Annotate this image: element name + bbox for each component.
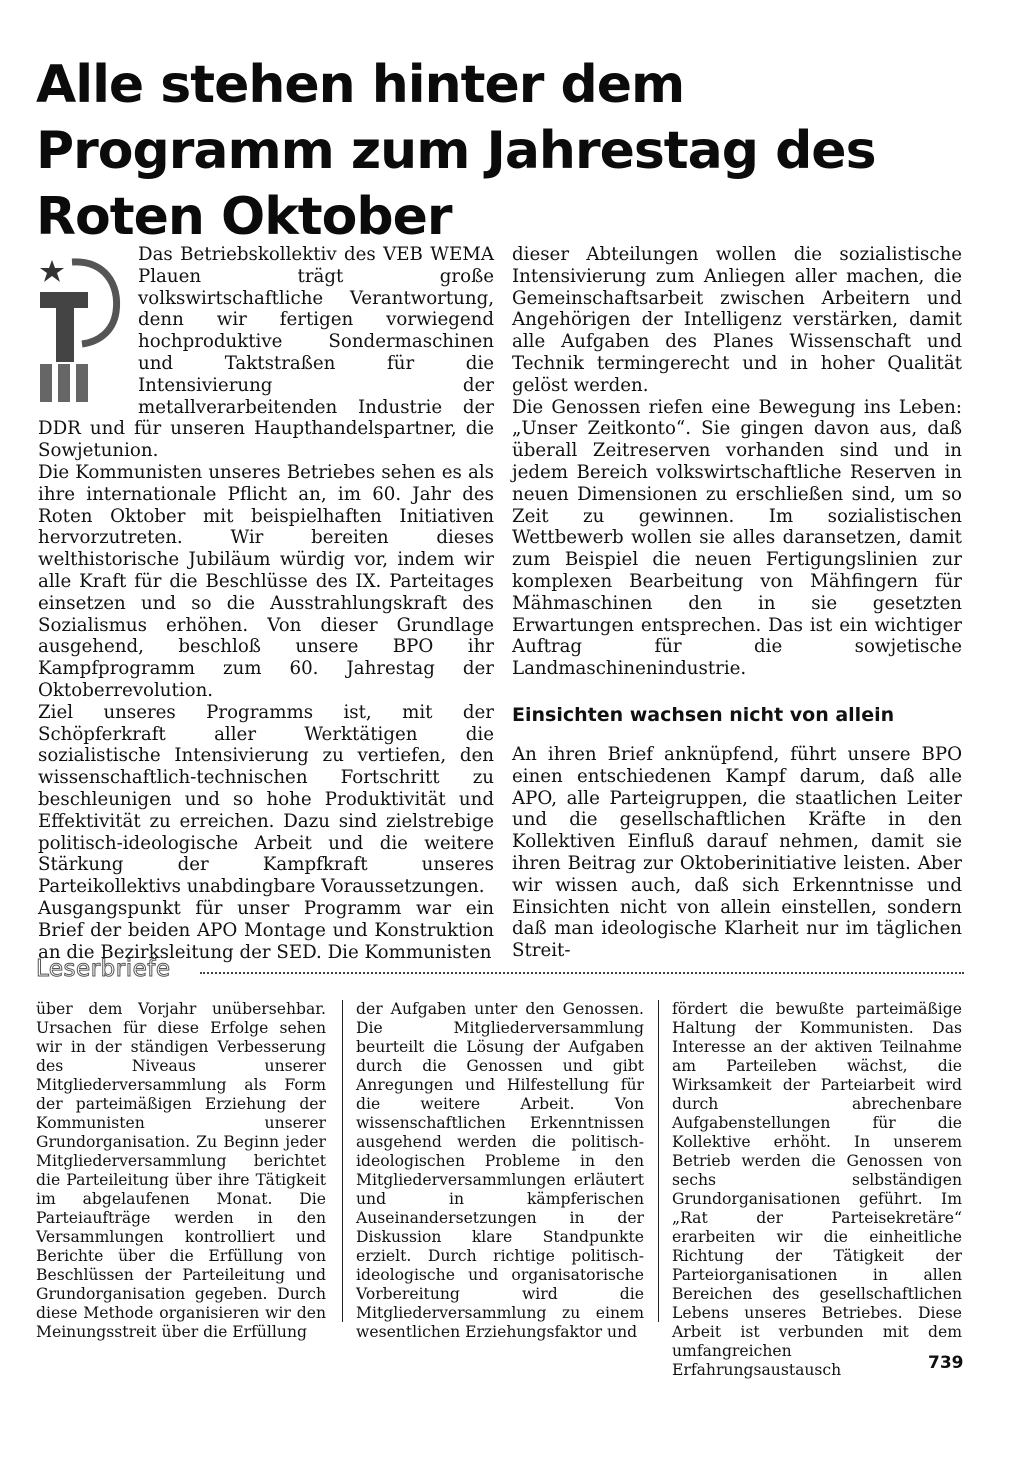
section-label: Leserbriefe — [36, 956, 171, 982]
article-title: Alle stehen hinter dem Programm zum Jahrestag des Roten Oktober — [36, 55, 876, 247]
paragraph: Ausgangspunkt für unser Programm war ein Brief der beiden APO Montage und Konstruktion an die Bezirksleitung der SED. Die Kommunisten — [38, 897, 494, 963]
column-rule — [342, 1000, 343, 1322]
paragraph: dieser Abteilungen wollen die sozialistische Intensivierung zum Anliegen aller machen, die Gemeinschaftsarbeit zwischen Arbeitern und Angehörigen der Intelligenz verstärken, damit alle Aufgaben des Planes Wissenschaft und Technik termingerecht und in hoher Qualität gelöst werden. — [512, 244, 962, 396]
letters-column-3 — [672, 1000, 962, 1380]
dotted-rule — [200, 972, 964, 974]
hammer-sickle-60-emblem-icon — [38, 246, 124, 404]
paragraph: An ihren Brief anknüpfend, führt unsere BPO einen entschiedenen Kampf darum, daß alle APO, alle Parteigruppen, die staatlichen Leiter und die gesellschaftlichen Kräfte in den Kollektiven Einfluß darauf nehmen, damit sie ihren Beitrag zur Oktoberinitiative leisten. Aber wir wissen auch, daß sich Erkenntnisse und Einsichten nicht von allein einstellen, sondern daß man ideologische Klarheit nur im täglichen Streit- — [512, 743, 962, 962]
paragraph: Die Genossen riefen eine Bewegung ins Leben: „Unser Zeitkonto“. Sie gingen davon aus, daß überall Zeitreserven vorhanden sind und in jedem Bereich volkswirtschaftliche Reserven in neuen Dimensionen zu erschließen sind, um so Zeit zu gewinnen. Im sozialistischen Wettbewerb wollen sie alles daransetzen, damit zum Beispiel die neuen Fertigungslinien zur komplexen Bearbeitung von Mähfingern für Mähmaschinen den in sie gesetzten Erwartungen entsprechen. Das ist ein wichtiger Auftrag für die sowjetische Landmaschinenindustrie. — [512, 396, 962, 680]
section-divider — [36, 956, 964, 982]
paragraph: Ziel unseres Programms ist, mit der Schöpferkraft aller Werktätigen die sozialistische Intensivierung zu vertiefen, den wissenschaftlich-technischen Fortschritt zu beschleunigen und so hohe Produktivität und Effektivität zu erreichen. Dazu sind zielstrebige politisch-ideologische Arbeit und die weitere Stärkung der Kampfkraft unseres Parteikollektivs unabdingbare Voraussetzungen. — [38, 701, 494, 898]
article-column-left — [38, 244, 494, 963]
section-subheading: Einsichten wachsen nicht von allein — [512, 703, 895, 726]
paragraph: Die Kommunisten unseres Betriebes sehen es als ihre internationale Pflicht an, im 60. Jahr des Roten Oktober mit beispielhaften Initiativen hervorzutreten. Wir bereiten dieses welthistorische Jubiläum würdig vor, indem wir alle Kraft für die Beschlüsse des IX. Parteitages einsetzen und so die Ausstrahlungskraft des Sozialismus erhöhen. Von dieser Grundlage ausgehend, beschloß unsere BPO ihr Kampfprogramm zum 60. Jahrestag der Oktoberrevolution. — [38, 461, 494, 701]
letters-column-1 — [36, 1000, 326, 1342]
article-column-right — [512, 244, 962, 962]
paragraph: Das Betriebskollektiv des VEB WEMA Plauen trägt große volkswirtschaftliche Verantwortung, denn wir fertigen vorwiegend hochproduktive Sondermaschinen und Taktstraßen für die Intensivierung der metallverarbeitenden Industrie der DDR und für unseren Haupthandelspartner, die Sowjetunion. — [38, 244, 494, 462]
paragraph: über dem Vorjahr unübersehbar. Ursachen für diese Erfolge sehen wir in der ständigen Verbesserung des Niveaus unserer Mitgliederversammlung als Form der parteimäßigen Erziehung der Kommunisten unserer Grundorganisation. Zu Beginn jeder Mitgliederversammlung berichtet die Parteileitung über ihre Tätigkeit im abgelaufenen Monat. Die Parteiaufträge werden in den Versammlungen kontrolliert und Berichte über die Erfüllung von Beschlüssen der Parteileitung und Grundorganisation gegeben. Durch diese Methode organisieren wir den Meinungsstreit über die Erfüllung — [36, 1000, 326, 1341]
paragraph: der Aufgaben unter den Genossen. Die Mitgliederversammlung beurteilt die Lösung der Aufgaben durch die Genossen und gibt Anregungen und Hilfestellung für die weitere Arbeit. Von wissenschaftlichen Erkenntnissen ausgehend werden die politisch-ideologischen Probleme in den Mitgliederversammlungen erläutert und in kämpferischen Auseinandersetzungen in der Diskussion klare Standpunkte erzielt. Durch richtige politisch-ideologische und organisatorische Vorbereitung wird die Mitgliederversammlung zu einem wesentlichen Erziehungsfaktor und — [356, 1000, 644, 1341]
page-number: 739 — [928, 1353, 964, 1373]
letters-column-2 — [356, 1000, 644, 1342]
column-rule — [658, 1000, 659, 1322]
paragraph: fördert die bewußte parteimäßige Haltung der Kommunisten. Das Interesse an der aktiven Teilnahme am Parteileben wächst, die Wirksamkeit der Parteiarbeit wird durch abrechenbare Aufgabenstellungen für die Kollektive erhöht. In unserem Betrieb werden die Genossen von sechs selbständigen Grundorganisationen geführt. Im „Rat der Parteisekretäre“ erarbeiten wir die einheitliche Richtung der Tätigkeit der Parteiorganisationen in allen Bereichen des gesellschaftlichen Lebens unseres Betriebes. Diese Arbeit ist verbunden mit dem umfangreichen Erfahrungsaustausch — [672, 1000, 962, 1379]
